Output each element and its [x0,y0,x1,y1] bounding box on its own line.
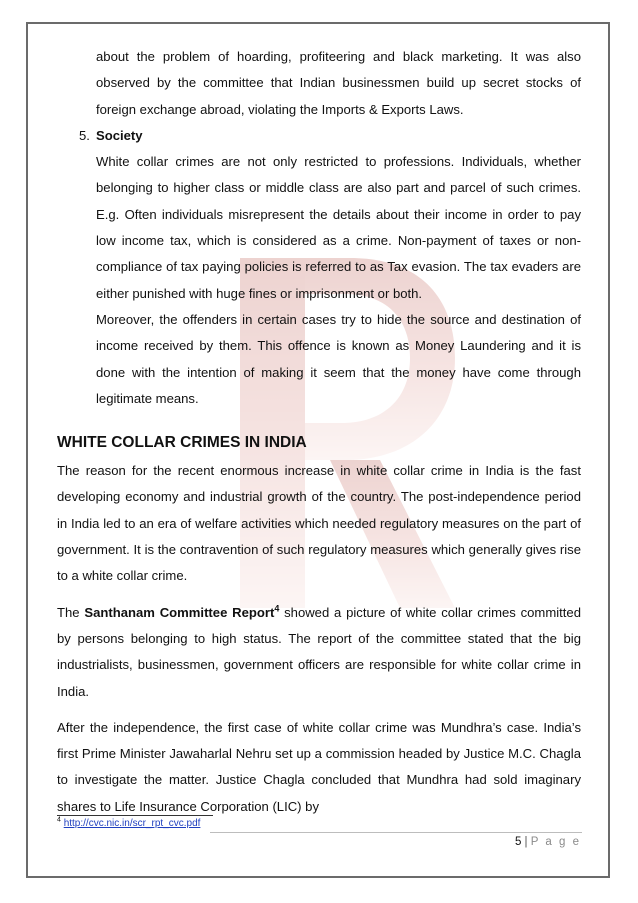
list-item-paragraph: Moreover, the offenders in certain cases try to hide the source and destination of income received by them. This offence is known as Money Laundering and it is done with the intention of making it seem that the money have come through legitimate means. [96,311,581,406]
paragraph-prefix: The [57,604,85,620]
footnote-number: 4 [57,816,61,824]
body-paragraph: The reason for the recent enormous increase in white collar crime in India is the fast developing economy and industrial growth of the country. The post-independence period in India led to an era of welfare activities which needed regulatory measures on the part of government. It is the contravention of such regulatory measures which generally gives rise to a white collar crime. [57,463,581,584]
footer-separator: | [524,836,528,848]
section-heading: WHITE COLLAR CRIMES IN INDIA [57,434,307,452]
list-number: 5. [79,127,90,143]
report-title: Santhanam Committee Report [84,604,275,620]
footnote-divider [57,815,213,816]
body-paragraph [57,600,581,705]
page-number: 5 [514,836,522,848]
footnote-ref: 4 [274,603,280,614]
list-item-title: Society [96,127,143,143]
footnote-link[interactable]: http://cvc.nic.in/scr_rpt_cvc.pdf [63,818,201,829]
continuation-paragraph: about the problem of hoarding, profiteering and black marketing. It was also observed by the committee that Indian businessmen build up secret stocks of foreign exchange abroad, violating the Imports & Exports Laws. [96,49,581,117]
page-label: P a g e [530,836,581,848]
body-paragraph: After the independence, the first case of white collar crime was Mundhra’s case. India’s first Prime Minister Jawaharlal Nehru set up a commission headed by Justice M.C. Chagla to investigate the matter. Justice Chagla concluded that Mundhra had sold imaginary shares to Life Insurance Corporation (LIC) by [57,719,581,814]
page-footer [515,836,581,848]
footnote [57,818,200,829]
footer-divider [210,832,582,833]
list-item-paragraph: White collar crimes are not only restricted to professions. Individuals, whether belonging to higher class or middle class are also part and parcel of such crimes. E.g. Often individuals misrepresent the details about their income in order to pay low income tax, which is considered as a crime. Non-payment of taxes or non-compliance of tax paying policies is referred to as Tax evasion. The tax evaders are either punished with huge fines or imprisonment or both. [96,154,581,301]
list-item-society [57,123,581,412]
paragraph-text: showed a picture of white collar crimes committed by persons belonging to high status. The report of the committee stated that the big industrialists, businessmen, government officers are responsible for white collar crime in India. [57,604,581,699]
page-content [57,44,581,820]
